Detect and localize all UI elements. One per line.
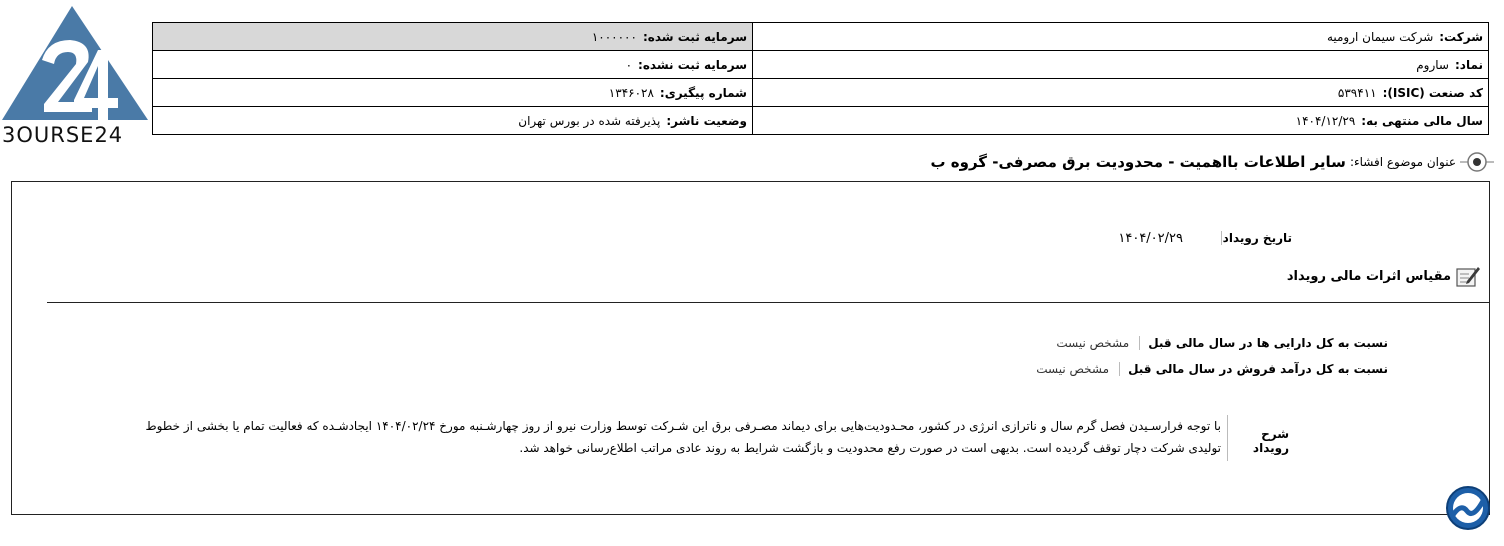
- tracking-number-label: شماره پیگیری:: [659, 85, 747, 100]
- ratio-assets-row: [1056, 333, 1388, 353]
- symbol-label: نماد:: [1454, 57, 1483, 72]
- event-description-label: شرح رویداد: [1227, 415, 1289, 461]
- isic-value: ۵۳۹۴۱۱: [1337, 85, 1377, 100]
- company-info-table: [152, 22, 1489, 135]
- publisher-status-label: وضعیت ناشر:: [666, 113, 747, 128]
- ratio-sales-row: [1036, 359, 1388, 379]
- unregistered-capital-cell: [153, 51, 753, 79]
- ratio-assets-value: مشخص نیست: [1056, 336, 1130, 350]
- unregistered-capital-value: ۰: [625, 57, 633, 72]
- isic-label: کد صنعت (ISIC):: [1382, 85, 1483, 100]
- fiscal-year-cell: [753, 107, 1489, 135]
- ratio-assets-label: نسبت به کل دارایی ها در سال مالی قبل: [1139, 336, 1388, 350]
- event-description-text: با توجه فرارسـیدن فصل گرم سال و ناترازی انرژی در کشور، محـدودیت‌هایی برای دیماند مصـرفی برق این شـرکت توسط وزارت نیرو از روز چهارشـنبه مورخ ۱۴۰۴/۰۲/۲۴ ایجادشـده که فعالیت تمام یا بخشی از خطوط تولیدی شرکت دچار توقف گردیده است. بدیهی است در صورت رفع محدودیت و بازگشت شرایط به روند عادی مراتب اطلاع‌رسانی خواهد شد.: [145, 419, 1221, 455]
- subject-title: سایر اطلاعات بااهمیت - محدودیت برق مصرفی- گروه ب: [930, 153, 1346, 171]
- financial-effects-title: مقیاس اثرات مالی رویداد: [1286, 268, 1451, 284]
- info-row: [153, 79, 1489, 107]
- edit-document-icon: [1455, 264, 1481, 288]
- registered-capital-label: سرمایه ثبت شده:: [642, 29, 747, 44]
- disclosure-subject: [931, 148, 1495, 176]
- fiscal-year-label: سال مالی منتهی به:: [1361, 113, 1483, 128]
- target-bullet-icon: [1460, 150, 1494, 174]
- section-divider: [47, 302, 1489, 303]
- chart-swoosh-logo-icon[interactable]: [1445, 485, 1491, 531]
- unregistered-capital-label: سرمایه ثبت نشده:: [638, 57, 747, 72]
- event-date-value: ۱۴۰۴/۰۲/۲۹: [1118, 230, 1183, 246]
- tracking-number-cell: [153, 79, 753, 107]
- tracking-number-value: ۱۳۴۶۰۲۸: [608, 85, 654, 100]
- registered-capital-cell: [153, 23, 753, 51]
- logo-text: 3OURSE24: [2, 123, 124, 147]
- info-row: [153, 107, 1489, 135]
- subject-prefix: عنوان موضوع افشاء:: [1349, 155, 1456, 169]
- event-panel: [11, 181, 1490, 515]
- symbol-cell: [753, 51, 1489, 79]
- publisher-status-cell: [153, 107, 753, 135]
- event-description-row: [139, 415, 1289, 461]
- publisher-status-value: پذیرفته شده در بورس تهران: [518, 113, 661, 128]
- event-date-row: [1118, 227, 1292, 249]
- ratio-sales-label: نسبت به کل درآمد فروش در سال مالی قبل: [1119, 362, 1388, 376]
- symbol-value: ساروم: [1416, 57, 1449, 72]
- fiscal-year-value: ۱۴۰۴/۱۲/۲۹: [1295, 113, 1356, 128]
- ratio-sales-value: مشخص نیست: [1036, 362, 1110, 376]
- info-row: [153, 51, 1489, 79]
- isic-cell: [753, 79, 1489, 107]
- company-label: شرکت:: [1439, 29, 1483, 44]
- info-row: [153, 23, 1489, 51]
- financial-effects-header: [1287, 263, 1481, 289]
- company-cell: [753, 23, 1489, 51]
- registered-capital-value: ۱۰۰۰۰۰۰: [591, 29, 637, 44]
- company-value: شرکت سیمان ارومیه: [1326, 29, 1434, 44]
- event-date-label: تاریخ رویداد: [1222, 231, 1292, 245]
